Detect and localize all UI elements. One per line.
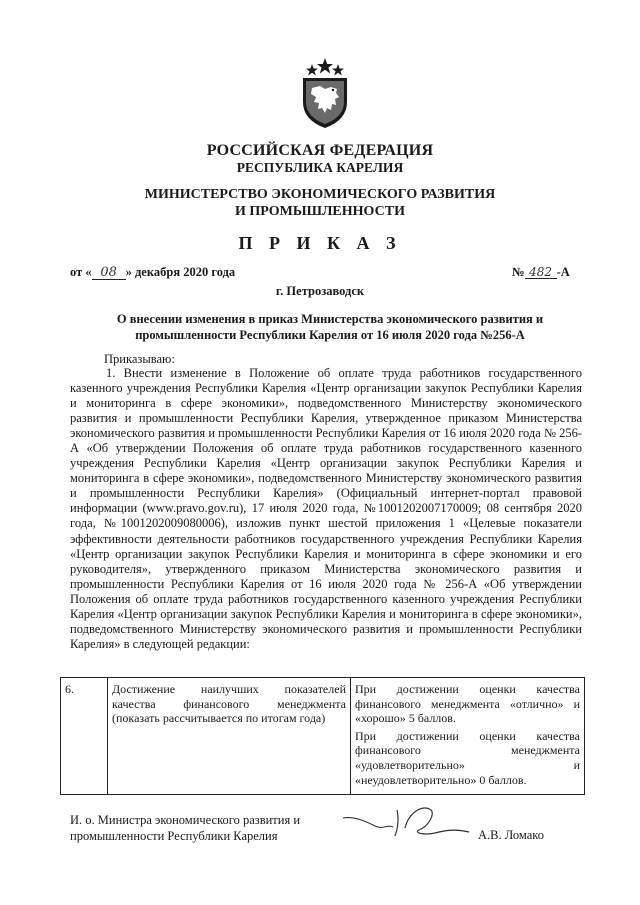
signatory-role-line2: промышленности Республики Карелия [70, 829, 278, 843]
table-row [61, 678, 585, 795]
date-prefix: от « [70, 265, 92, 279]
number-prefix: № [512, 265, 525, 279]
date-day-handwritten: 08 [92, 267, 126, 280]
document-number [512, 265, 570, 280]
document-subject: О внесении изменения в приказ Министерства экономического развития и промышленности Республики Карелия от 16 июля 2020 года №256-А [116, 312, 544, 342]
condition-cell [351, 678, 585, 795]
order-intro: Приказываю: [104, 352, 175, 366]
country-heading: РОССИЙСКАЯ ФЕДЕРАЦИЯ [206, 142, 434, 159]
condition-excellent: При достижении оценки качества финансового менеджмента «отлично» и «хорошо» 5 баллов. [355, 682, 580, 726]
indicator-table [60, 677, 585, 795]
number-handwritten: 482 [525, 266, 557, 279]
signatory-role [70, 812, 300, 844]
order-body-paragraph: 1. Внести изменение в Положение об оплате труда работников государственного казенного учреждения Республики Карелия «Центр организации закупок Республики Карелия и мониторинга в сфере экономики», подведомственного Министерству экономического развития и промышленности Республики Карелия, утвержденное приказом Министерства экономического развития и промышленности Республики Карелия от 16 июля 2020 года № 256-А «Об утверждении Положения об оплате труда работников государственного казенного учреждения Республики Карелия «Центр организации закупок Республики Карелия и мониторинга в сфере экономики», подведомственного Министерству экономического развития и промышленности Республики Карелия» (Официальный интернет-портал правовой информации (www.pravo.gov.ru), 17 июля 2020 года, №1001202007170009; 08 сентября 2020 года, №1001202009080006), изложив пункт шестой приложения 1 «Целевые показатели эффективности деятельности работников государственного учреждения Республики Карелия «Центр организации закупок Республики Карелия и мониторинга в сфере экономики и его руководителя», утвержденного приказом Министерства экономического развития и промышленности Республики Карелия от 16 июля 2020 года № 256-А «Об утверждении Положения об оплате труда работников государственного казенного учреждения Республики Карелия «Центр организации закупок Республики Карелия и мониторинга в сфере экономики», подведомственного Министерству экономического развития и промышленности Республики Карелия» в следующей редакции: [70, 366, 582, 651]
karelia-coat-of-arms-icon [298, 58, 352, 130]
indicator-cell: Достижение наилучших показателей качества финансового менеджмента (показать рассчитывается по итогам года) [108, 678, 351, 795]
condition-satisfactory: При достижении оценки качества финансового менеджмента «удовлетворительно» и «неудовлетворительно» 0 баллов. [355, 728, 580, 787]
date-suffix: » декабря 2020 года [125, 265, 236, 279]
number-suffix: -А [556, 265, 570, 279]
ministry-heading-line1: МИНИСТЕРСТВО ЭКОНОМИЧЕСКОГО РАЗВИТИЯ [144, 187, 496, 202]
item-number-cell: 6. [61, 678, 108, 795]
signatory-role-line1: И. о. Министра экономического развития и [70, 813, 301, 827]
handwritten-signature [335, 800, 475, 842]
city-line: г. Петрозаводск [275, 284, 365, 298]
republic-heading: РЕСПУБЛИКА КАРЕЛИЯ [236, 160, 404, 175]
document-type-title: П Р И К А З [238, 233, 402, 253]
signatory-name: А.В. Ломако [478, 828, 544, 842]
ministry-heading-line2: И ПРОМЫШЛЕННОСТИ [235, 204, 405, 219]
document-date [70, 265, 235, 280]
